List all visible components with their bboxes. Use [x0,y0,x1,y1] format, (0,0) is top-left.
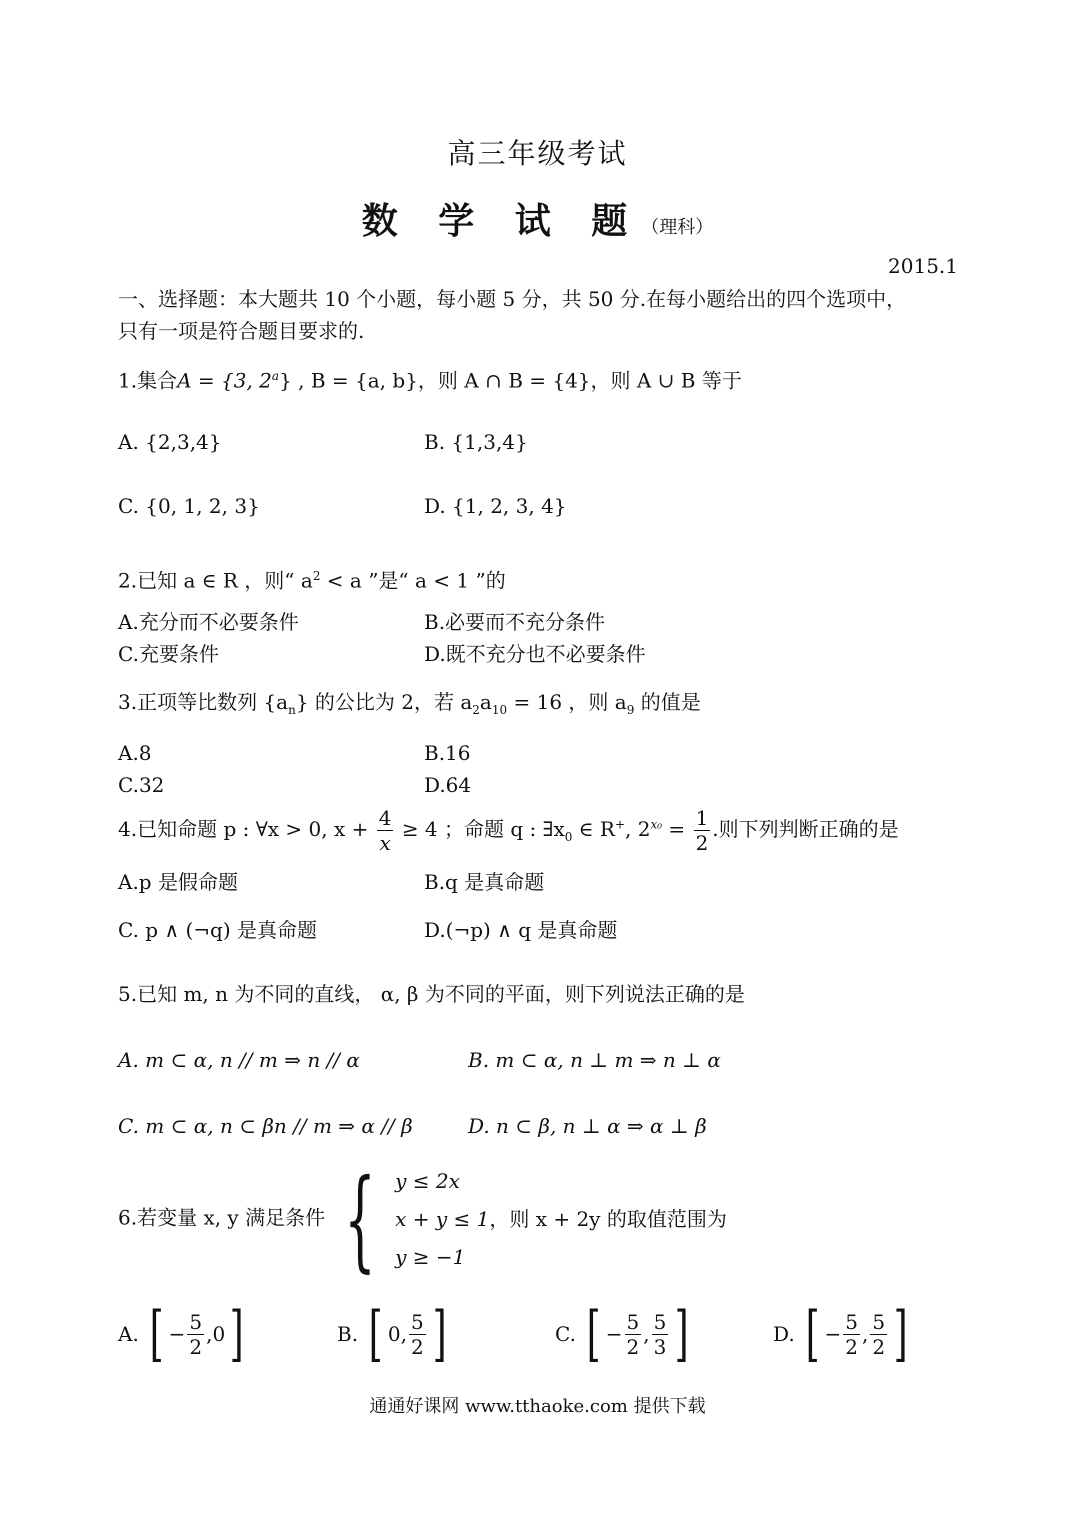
question-1-stem [118,360,742,397]
q6-b-label: B. [337,1322,359,1346]
subject-note: （理科） [641,217,714,238]
q6-constraint-3: y ≥ −1 [395,1245,466,1269]
q6-option-b: B. [ 0, $\frac{5}{2}$ ] [337,1299,447,1369]
q6-a-frac-left-den: 2 [189,1334,203,1359]
q2-stem-a: 2.已知 a ∈ R ，则“ a [118,568,313,593]
q6-d-frac-left [843,1309,860,1359]
q6-b-frac-right-den: 2 [410,1334,424,1359]
q6-b-left-value: 0 [387,1322,401,1346]
q4-frac2-num: 1 [695,806,709,830]
q1-prefix: 1.集合 [118,368,178,393]
q3-option-c: C.32 [118,773,165,797]
q2-sup: 2 [312,569,321,583]
q3-stem-e: 的值是 [634,690,701,714]
q6-option-a: A. [ − $\frac{5}{2}$ ,0] [118,1299,244,1369]
q6-a-frac-left-num: 5 [189,1309,203,1334]
q4-frac2-den: 2 [695,831,709,855]
q4-fraction-1-over-2 [694,808,711,853]
question-6-stem [118,1155,727,1283]
q2-option-b: B.必要而不充分条件 [424,610,606,634]
q1-stem: A = {3, 2 [177,368,272,393]
q4-sup-x0: x₀ [650,817,663,832]
q5-option-b: B. m ⊂ α, n ⊥ m ⇒ n ⊥ α [468,1048,721,1072]
question-2-stem [118,560,506,597]
q6-constraint-2: x + y ≤ 1 [395,1207,490,1231]
q4-option-b: B.q 是真命题 [424,870,545,894]
q6-stem-b: ，则 x + 2y 的取值范围为 [489,1207,727,1231]
q4-option-a: A.p 是假命题 [118,870,238,894]
q6-b-left-bracket: [ [369,1299,384,1369]
q6-c-right-bracket: ] [675,1299,690,1369]
q6-b-frac-right [409,1309,426,1359]
q4-stem-f: .则下列判断正确的是 [712,817,899,841]
q3-stem-c: a [479,690,492,714]
q4-sup-plus: + [614,817,626,832]
q6-c-frac-left-num: 5 [626,1309,640,1334]
q4-stem-d: , 2 [625,817,651,841]
q4-option-d: D.(¬p) ∧ q 是真命题 [424,918,618,942]
q6-d-label: D. [773,1322,795,1346]
q6-c-label: C. [555,1322,576,1346]
exam-subtitle [0,193,1075,244]
q6-a-right-value: 0 [212,1322,226,1346]
exam-title: 高三年级考试 [447,137,628,170]
q5-option-c: C. m ⊂ α, n ⊂ βn // m ⇒ α // β [118,1114,413,1138]
q6-constraint-1: y ≤ 2x [395,1169,460,1193]
q6-a-right-bracket: ] [229,1299,244,1369]
q6-a-frac-left [187,1309,204,1359]
q6-constraint-system [395,1162,489,1276]
question-3-stem [118,686,701,726]
q4-sub0: 0 [564,830,573,844]
q2-option-d: D.既不充分也不必要条件 [424,642,646,666]
q6-d-frac-right-den: 2 [872,1334,886,1359]
q3-option-a: A.8 [118,741,152,765]
q1-option-c: C. {0, 1, 2, 3} [118,494,260,518]
q5-option-a: A. m ⊂ α, n // m ⇒ n // α [118,1048,360,1072]
q6-d-frac-left-den: 2 [845,1334,858,1359]
q6-c-sign: − [605,1322,623,1346]
q3-sub-n: n [288,703,296,717]
q6-option-c: C. [ − $\frac{5}{2}$ , $\frac{5}{3}$ ] [555,1299,690,1369]
q3-sub-2: 2 [472,703,480,717]
q4-stem-b: ≥ 4 ；命题 q : ∃x [401,817,565,841]
subject-title: 数 学 试 题 [361,200,642,242]
q3-option-d: D.64 [424,773,472,797]
q2-option-c: C.充要条件 [118,642,219,666]
q3-sub-9: 9 [626,703,635,717]
q3-stem-b: } 的公比为 2，若 a [295,690,473,714]
q6-d-right-bracket: ] [893,1299,908,1369]
q4-stem-e: = [662,817,686,841]
question-5-stem: 5.已知 m, n 为不同的直线， α, β 为不同的平面，则下列说法正确的是 [118,982,745,1006]
q6-d-frac-right [870,1309,887,1359]
q1-option-b: B. {1,3,4} [424,430,528,454]
q6-c-frac-right-num: 5 [653,1309,667,1334]
q1-option-a: A. {2,3,4} [118,430,222,454]
q6-b-right-bracket: ] [432,1299,447,1369]
q4-frac1-den: x [379,831,391,855]
q6-d-frac-left-num: 5 [845,1309,858,1334]
q4-stem-a: 4.已知命题 p : ∀x > 0, x + [118,817,369,841]
q1-sup: a [271,369,280,383]
q3-sub-10: 10 [491,703,508,717]
q1-stem2: } , B = {a, b}，则 A ∩ B = {4}，则 A ∪ B 等于 [279,368,742,393]
q6-c-frac-left-den: 2 [626,1334,640,1359]
q6-c-left-bracket: [ [586,1299,602,1369]
q6-system-brace: { [344,1155,376,1283]
q3-option-b: B.16 [424,741,471,765]
q2-option-a: A.充分而不必要条件 [118,610,299,634]
exam-date: 2015.1 [888,254,958,278]
q6-d-frac-right-num: 5 [872,1309,886,1334]
q3-stem-a: 3.正项等比数列 {a [118,690,289,714]
q5-option-d: D. n ⊂ β, n ⊥ α ⇒ α ⊥ β [468,1114,707,1138]
q6-a-sign: − [168,1322,186,1346]
q6-c-frac-left [625,1309,642,1359]
q6-c-frac-right [652,1309,669,1359]
q3-stem-d: = 16 ，则 a [507,690,627,714]
q4-stem-c: ∈ R [572,817,615,841]
page-footer: 通通好课网 www.tthaoke.com 提供下载 [369,1396,706,1417]
section-instruction-line2: 只有一项是符合题目要求的. [118,319,365,343]
q6-d-left-bracket: [ [805,1299,820,1369]
q6-c-frac-right-den: 3 [653,1334,667,1359]
q4-option-c: C. p ∧ (¬q) 是真命题 [118,918,317,942]
q4-fraction-4-over-x [377,808,394,853]
q6-d-sign: − [824,1322,842,1346]
question-4-stem [118,808,899,853]
q4-frac1-num: 4 [378,806,392,830]
q6-b-frac-right-num: 5 [410,1309,424,1334]
q6-a-left-bracket: [ [149,1299,164,1369]
q2-stem-b: < a ”是“ a < 1 ”的 [320,568,506,593]
q6-option-d: D. [ − $\frac{5}{2}$ , $\frac{5}{2}$ ] [773,1299,908,1369]
q6-stem-a: 6.若变量 x, y 满足条件 [118,1205,326,1230]
section-instruction-line1: 一、选择题：本大题共 10 个小题，每小题 5 分，共 50 分.在每小题给出的四个选项中， [118,287,907,311]
q1-option-d: D. {1, 2, 3, 4} [424,494,567,518]
q6-a-label: A. [118,1322,139,1346]
